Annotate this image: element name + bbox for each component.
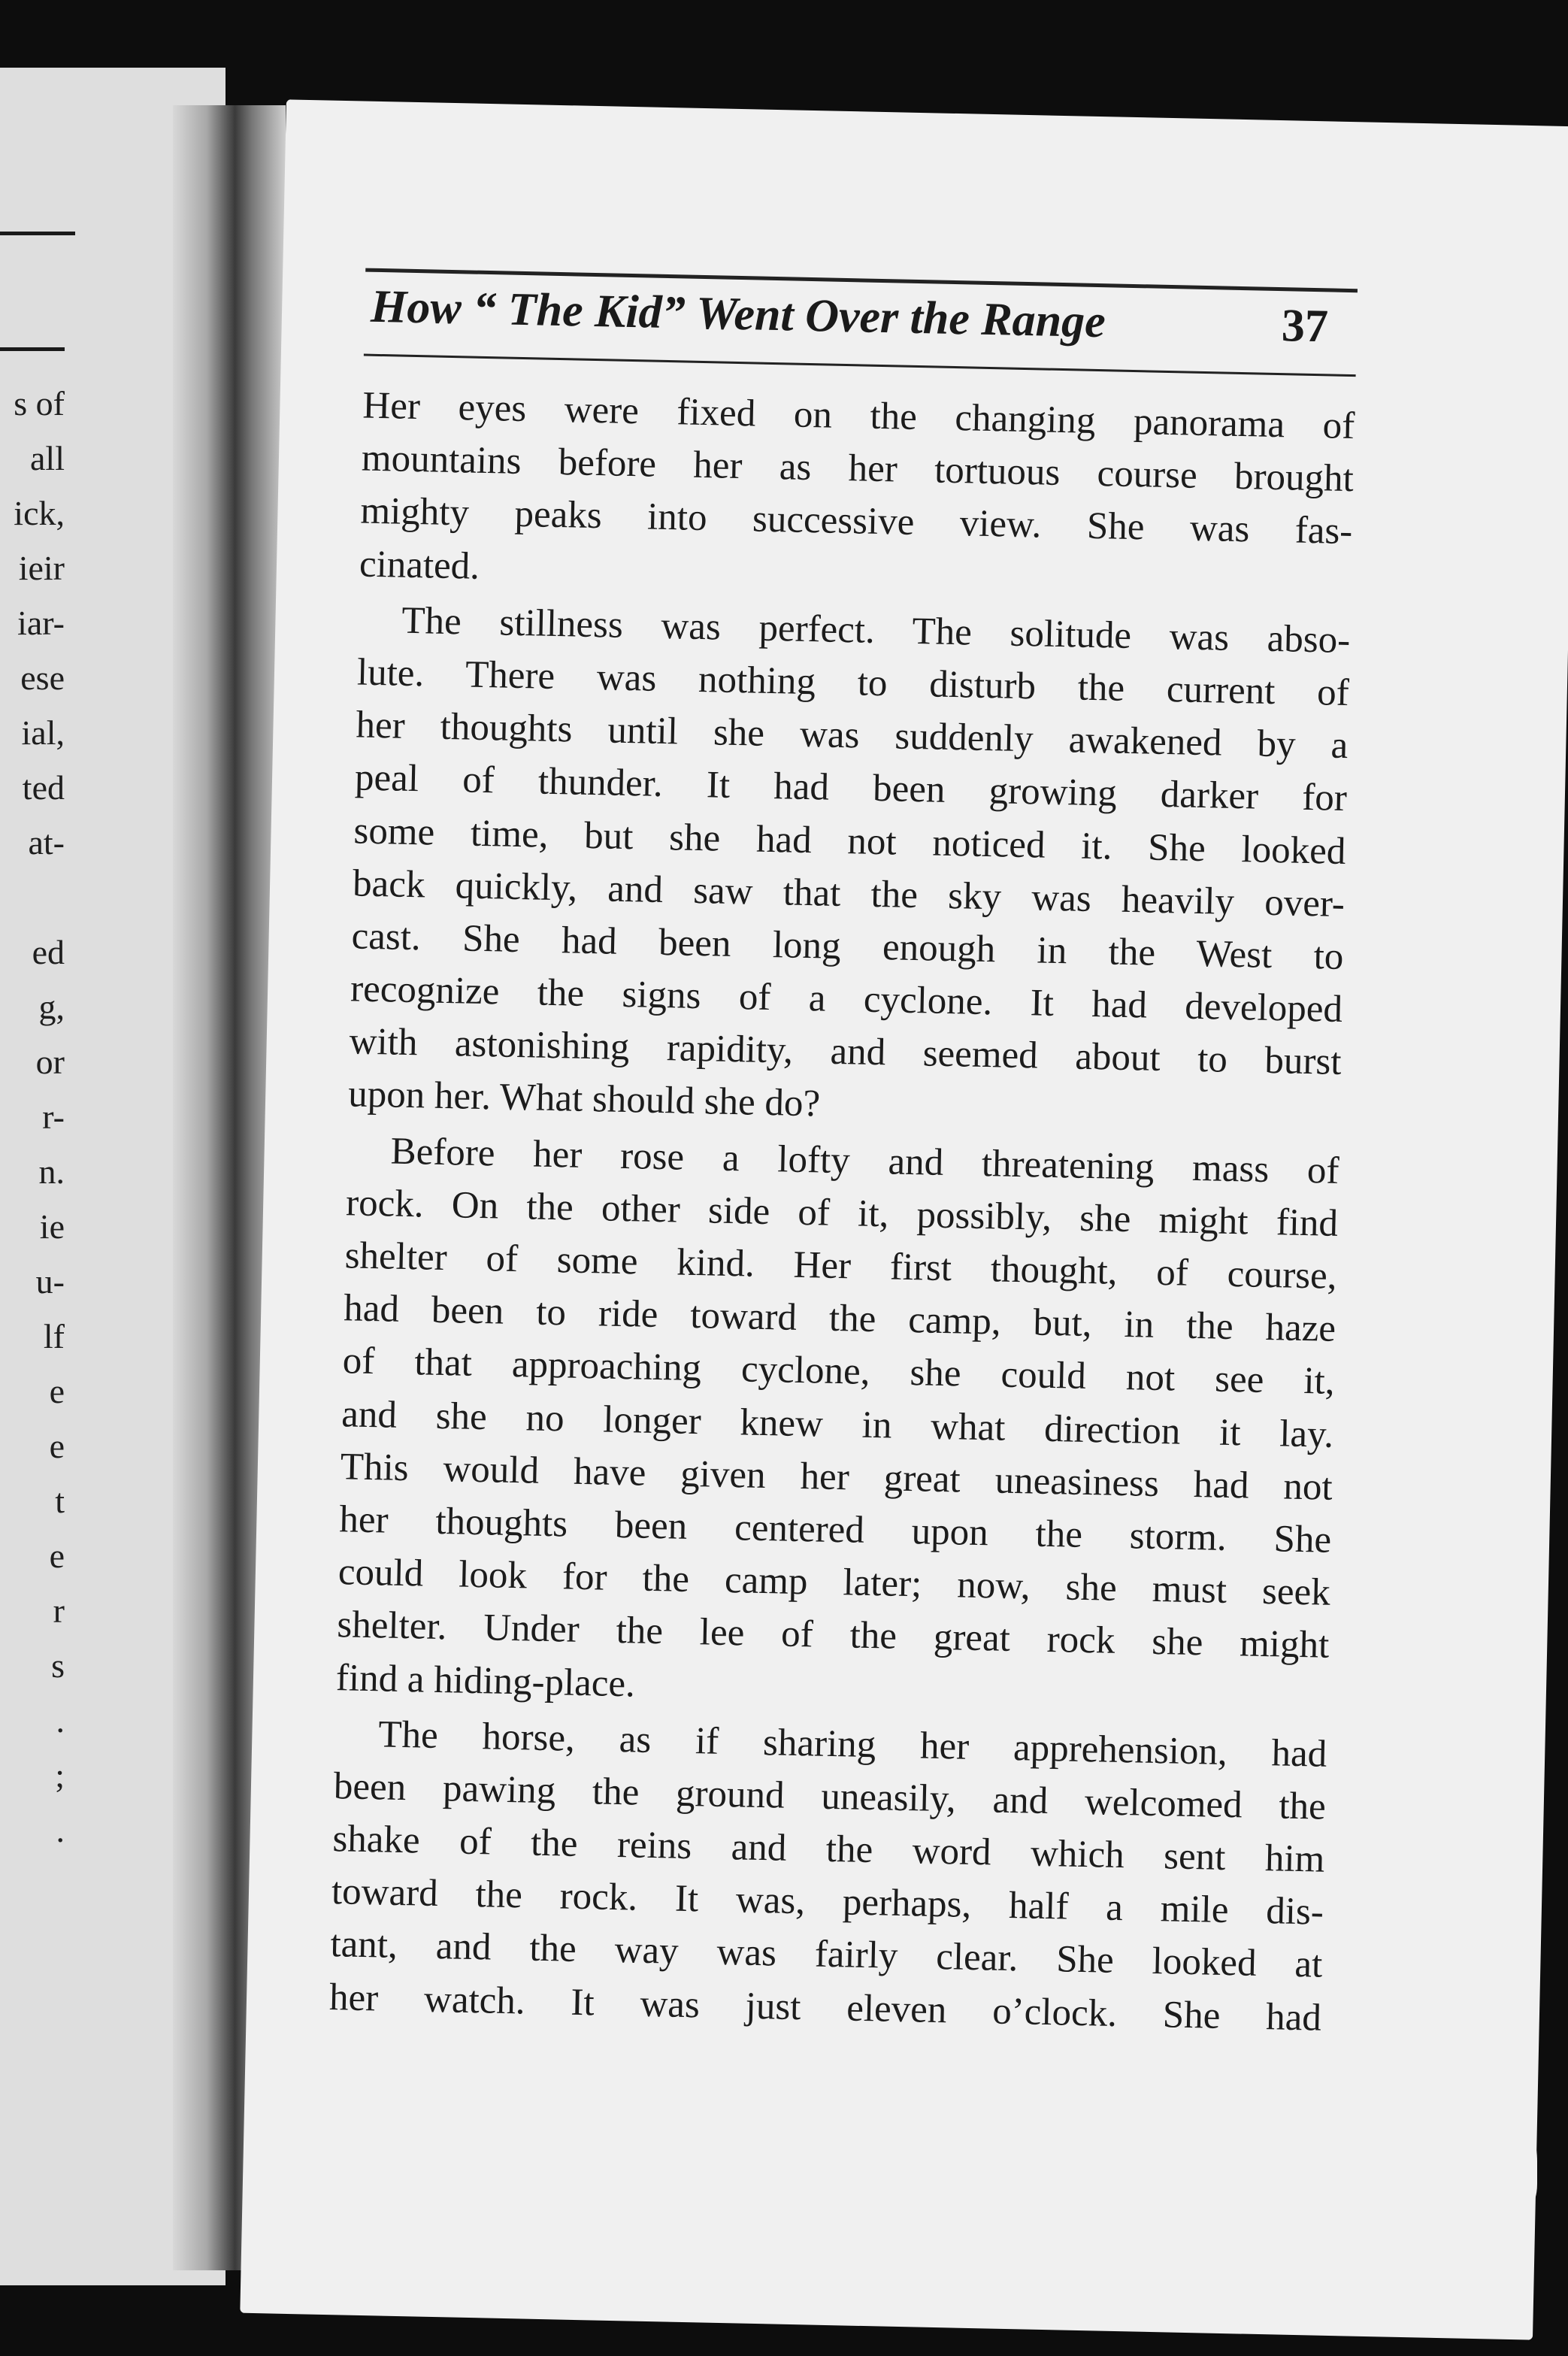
- page-number: 37: [1281, 300, 1329, 353]
- text-line: mighty peaks into successive view. She was fas-: [359, 489, 1353, 553]
- previous-page-fragment: ie: [39, 1207, 65, 1246]
- text-line: toward the rock. It was, perhaps, half a mile dis-: [331, 1870, 1324, 1934]
- text-line: peal of thunder. It had been growing darker for: [354, 756, 1348, 820]
- text-line: could look for the camp later; now, she must seek: [338, 1551, 1331, 1614]
- previous-page-fragment: r: [53, 1591, 65, 1630]
- header-rule-bottom: [364, 354, 1356, 377]
- previous-page-fragment: g,: [38, 988, 65, 1026]
- text-line: of that approaching cyclone, she could not see it,: [342, 1340, 1336, 1404]
- previous-page-fragment: ese: [20, 659, 65, 697]
- text-line: recognize the signs of a cyclone. It had developed: [350, 968, 1343, 1031]
- text-line: with astonishing rapidity, and seemed about to burst: [349, 1020, 1342, 1084]
- text-line: shelter of some kind. Her first thought, of course,: [344, 1234, 1338, 1298]
- previous-page-header-rule: [0, 347, 65, 351]
- text-line: upon her. What should she do?: [347, 1073, 821, 1125]
- previous-page-fragment: s of: [14, 384, 65, 422]
- body-text: [328, 380, 1355, 2045]
- previous-page-fragment: t: [55, 1482, 65, 1520]
- text-line: cinated.: [359, 543, 480, 588]
- previous-page-fragment: ed: [32, 933, 65, 971]
- previous-page-fragment: u-: [35, 1262, 65, 1301]
- text-line: lute. There was nothing to disturb the current of: [356, 651, 1350, 715]
- text-line: shelter. Under the lee of the great rock she might: [336, 1603, 1330, 1667]
- paragraph: [328, 1707, 1327, 2045]
- text-line: find a hiding-place.: [335, 1656, 636, 1705]
- previous-page-fragment: e: [49, 1427, 65, 1465]
- text-line: The stillness was perfect. The solitude was abso-: [401, 599, 1351, 662]
- previous-page-fragment: or: [35, 1043, 65, 1081]
- previous-page-fragment: ieir: [18, 549, 65, 587]
- text-line: and she no longer knew in what direction it lay.: [341, 1392, 1334, 1456]
- text-line: cast. She had been long enough in the West to: [351, 915, 1344, 978]
- text-line: rock. On the other side of it, possibly, she might find: [345, 1182, 1339, 1245]
- previous-page-fragment: iar-: [17, 604, 65, 642]
- previous-page-fragment: at-: [28, 823, 65, 862]
- text-line: had been to ride toward the camp, but, in the haze: [343, 1287, 1336, 1351]
- previous-page-header-rule: [0, 232, 75, 235]
- text-line: Her eyes were fixed on the changing panorama of: [362, 384, 1355, 448]
- text-line: The horse, as if sharing her apprehension, had: [377, 1713, 1327, 1776]
- previous-page-fragment: s: [51, 1646, 65, 1685]
- text-line: This would have given her great uneasiness had not: [340, 1445, 1333, 1509]
- previous-page-fragment: .: [56, 1701, 65, 1740]
- previous-page-fragment: lf: [43, 1317, 65, 1355]
- text-line: Before her rose a lofty and threatening mass of: [390, 1130, 1340, 1192]
- running-head: How “ The Kid” Went Over the Range: [370, 280, 1106, 348]
- previous-page-fragment: e: [49, 1372, 65, 1410]
- previous-page-fragment: n.: [38, 1152, 65, 1191]
- previous-page-fragment: r-: [42, 1098, 65, 1136]
- text-line: shake of the reins and the word which sent him: [331, 1818, 1325, 1881]
- previous-page-fragment: ick,: [14, 494, 65, 532]
- text-line: mountains before her as her tortuous course brought: [361, 437, 1355, 501]
- previous-page-fragment: ;: [55, 1756, 65, 1794]
- previous-page-fragment: .: [56, 1811, 65, 1849]
- book-page: [240, 99, 1568, 2339]
- previous-page-fragment: ial,: [21, 713, 65, 752]
- text-line: some time, but she had not noticed it. She looked: [353, 809, 1346, 873]
- paragraph: [359, 380, 1355, 611]
- text-line: her watch. It was just eleven o’clock. She had: [328, 1976, 1322, 2040]
- text-line: back quickly, and saw that the sky was heavily over-: [352, 862, 1346, 925]
- previous-page-fragment: ted: [22, 768, 65, 807]
- previous-page-fragment: e: [49, 1537, 65, 1575]
- paragraph: [335, 1124, 1339, 1725]
- paragraph: [348, 593, 1351, 1141]
- text-line: her thoughts until she was suddenly awakened by a: [355, 704, 1349, 768]
- text-line: been pawing the ground uneasily, and welcomed the: [333, 1765, 1327, 1828]
- text-line: her thoughts been centered upon the storm. She: [338, 1498, 1332, 1561]
- previous-page-fragment: all: [30, 439, 65, 477]
- text-line: tant, and the way was fairly clear. She looked at: [330, 1923, 1323, 1987]
